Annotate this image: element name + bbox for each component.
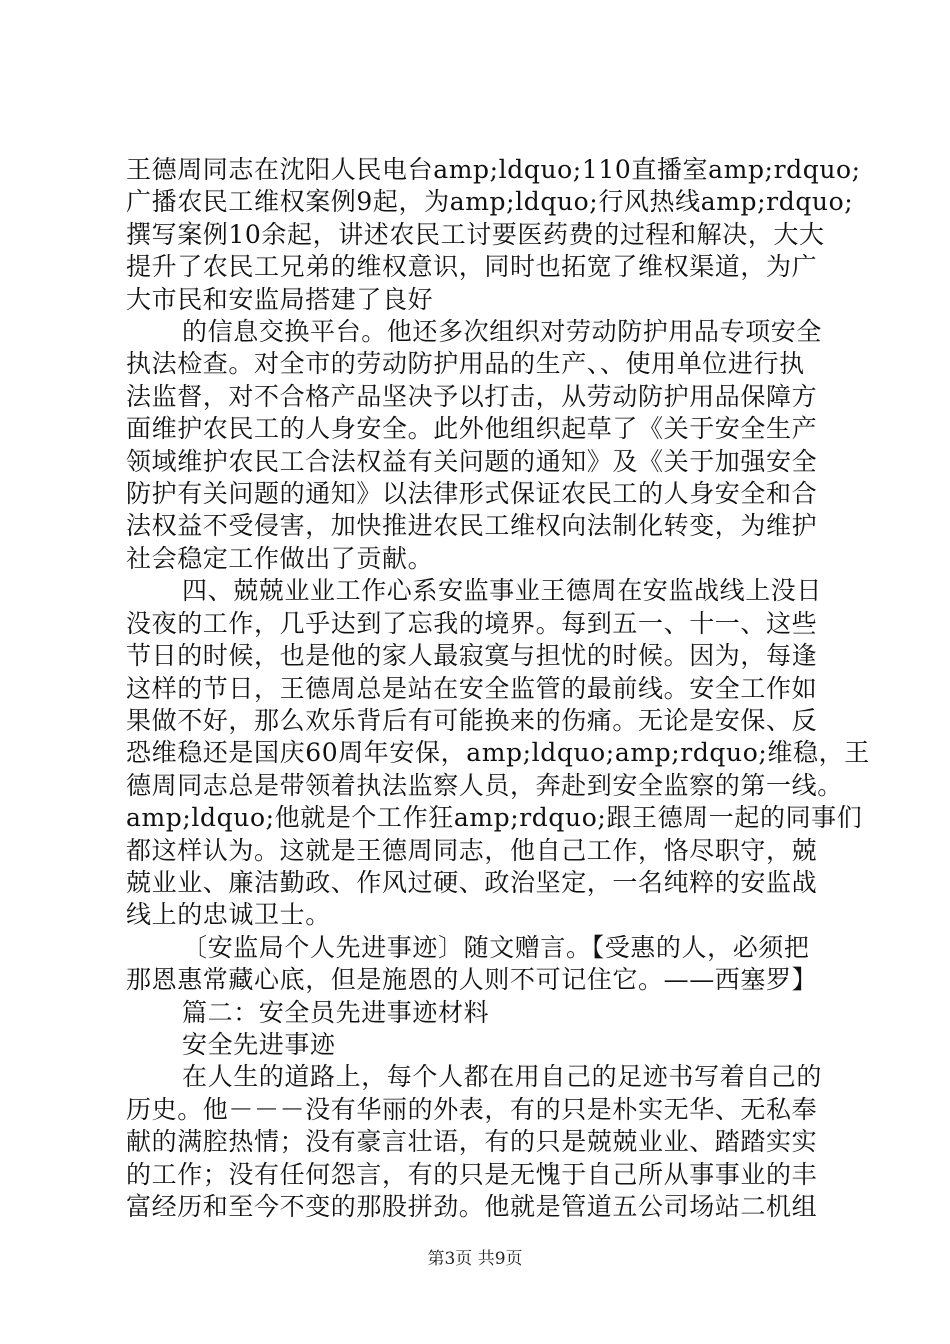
text-line: 社会稳定工作做出了贡献。 <box>126 543 434 573</box>
text-line: 广播农民工维权案例9起，为amp;ldquo;行风热线amp;rdquo; <box>126 187 854 217</box>
text-line: 安全先进事迹 <box>182 1029 336 1059</box>
text-line: 面维护农民工的人身安全。此外他组织起草了《关于安全生产 <box>126 414 818 444</box>
text-line: 节日的时候，也是他的家人最寂寞与担忧的时候。因为，每逢 <box>126 641 818 671</box>
text-line: 献的满腔热情；没有豪言壮语，有的只是兢兢业业、踏踏实实 <box>126 1127 818 1157</box>
text-line: 大市民和安监局搭建了良好 <box>126 284 434 314</box>
text-line: 线上的忠诚卫士。 <box>126 900 331 930</box>
text-line: 四、兢兢业业工作心系安监事业王德周在安监战线上没日 <box>182 576 823 606</box>
text-line: 撰写案例10余起，讲述农民工讨要医药费的过程和解决，大大 <box>126 219 825 249</box>
text-line: 王德周同志在沈阳人民电台amp;ldquo;110直播室amp;rdquo; <box>126 155 861 184</box>
paragraph-quote <box>126 932 832 997</box>
text-line: 兢业业、廉洁勤政、作风过硬、政治坚定，一名纯粹的安监战 <box>126 867 818 897</box>
text-line: 〔安监局个人先进事迹〕随文赠言。【受惠的人，必须把 <box>182 932 810 962</box>
text-line: 那恩惠常藏心底，但是施恩的人则不可记住它。——西塞罗】 <box>126 965 818 995</box>
paragraph-radio-cases <box>126 154 861 316</box>
text-line: 提升了农民工兄弟的维权意识，同时也拓宽了维权渠道，为广 <box>126 252 818 282</box>
text-line: 的信息交换平台。他还多次组织对劳动防护用品专项安全 <box>182 317 823 347</box>
section-heading <box>126 997 832 1029</box>
text-line: 法权益不受侵害，加快推进农民工维权向法制化转变，为维护 <box>126 511 818 541</box>
text-line: amp;ldquo;他就是个工作狂amp;rdquo;跟王德周一起的同事们 <box>126 803 863 833</box>
paragraph-section-four <box>126 575 870 931</box>
text-line: 富经历和至今不变的那股拼劲。他就是管道五公司场站二机组 <box>126 1192 818 1221</box>
text-line: 领域维护农民工合法权益有关问题的通知》及《关于加强安全 <box>126 446 818 476</box>
text-line: 恐维稳还是国庆60周年安保，amp;ldquo;amp;rdquo;维稳，王 <box>126 738 870 768</box>
page-footer: 第3页 共9页 <box>427 1249 523 1269</box>
text-line: 执法检查。对全市的劳动防护用品的生产、、使用单位进行执 <box>126 349 805 379</box>
paragraph-protective-equipment <box>126 316 832 575</box>
paragraph-life-road <box>126 1061 832 1223</box>
text-line: 德周同志总是带领着执法监察人员，奔赴到安全监察的第一线。 <box>126 770 843 800</box>
document-body <box>126 154 870 1223</box>
text-line: 法监督，对不合格产品坚决予以打击，从劳动防护用品保障方 <box>126 381 818 411</box>
text-line: 防护有关问题的通知》以法律形式保证农民工的人身安全和合 <box>126 479 818 509</box>
text-line: 这样的节日，王德周总是站在安全监管的最前线。安全工作如 <box>126 673 818 703</box>
subsection-heading <box>126 1029 832 1061</box>
text-line: 篇二：安全员先进事迹材料 <box>182 997 490 1027</box>
text-line: 果做不好，那么欢乐背后有可能换来的伤痛。无论是安保、反 <box>126 705 818 735</box>
text-line: 没夜的工作，几乎达到了忘我的境界。每到五一、十一、这些 <box>126 608 818 638</box>
text-line: 的工作；没有任何怨言，有的只是无愧于自己所从事事业的丰 <box>126 1159 818 1189</box>
text-line: 都这样认为。这就是王德周同志，他自己工作，恪尽职守，兢 <box>126 835 818 865</box>
text-line: 历史。他－－－没有华丽的外表，有的只是朴实无华、无私奉 <box>126 1094 818 1124</box>
text-line: 在人生的道路上，每个人都在用自己的足迹书写着自己的 <box>182 1062 823 1092</box>
